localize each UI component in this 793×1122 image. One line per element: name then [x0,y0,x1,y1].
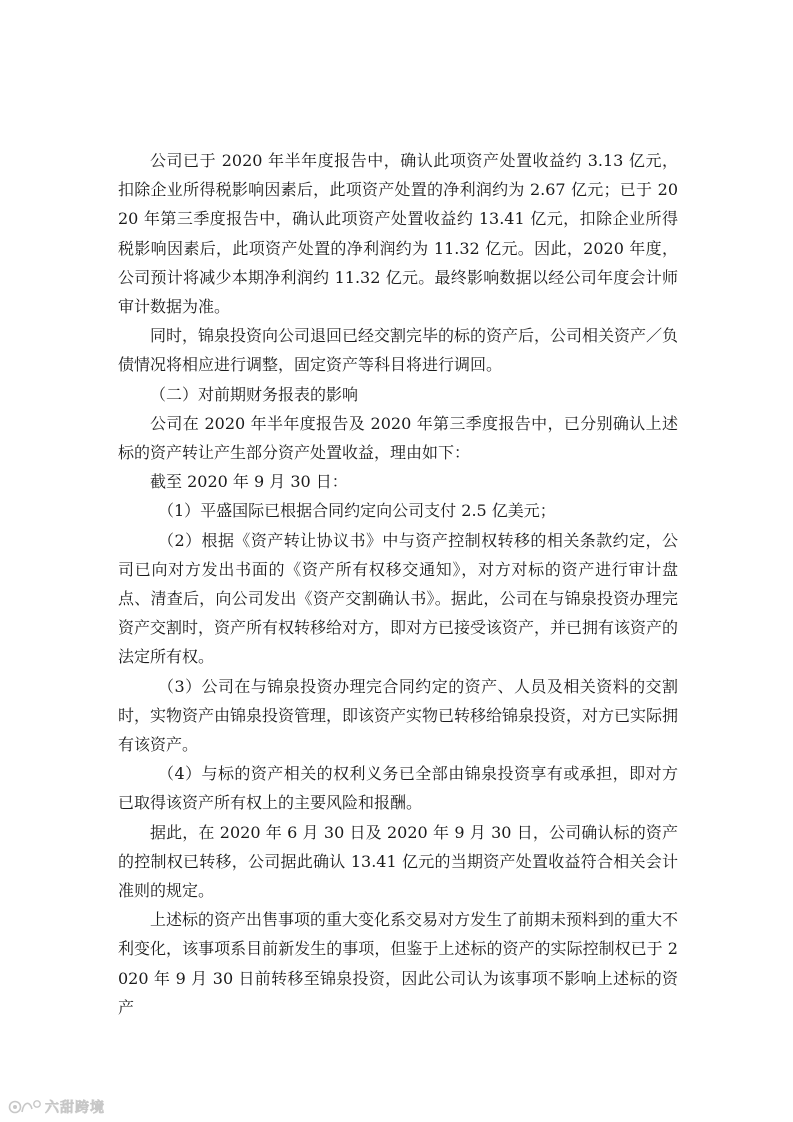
paragraph-control-transfer: 据此，在 2020 年 6 月 30 日及 2020 年 9 月 30 日，公司确认标的资产的控制权已转移，公司据此确认 13.41 亿元的当期资产处置收益符合相关会计准则的规定。 [118,822,678,901]
list-item-4: （4）与标的资产相关的权利义务已全部由锦泉投资享有或承担，即对方已取得该资产所有权上的主要风险和报酬。 [118,764,678,813]
document-body [118,146,678,1022]
paragraph-as-of-date: 截至 2020 年 9 月 30 日： [150,472,348,492]
watermark [8,1096,105,1118]
list-item-3: （3）公司在与锦泉投资办理完合同约定的资产、人员及相关资料的交割时，实物资产由锦泉投资管理，即该资产实物已转移给锦泉投资，对方已实际拥有该资产。 [118,676,679,755]
list-item-1: （1）平盛国际已根据合同约定向公司支付 2.5 亿美元； [158,501,556,521]
paragraph-material-change: 上述标的资产出售事项的重大变化系交易对方发生了前期未预料到的重大不利变化，该事项系目前新发生的事项，但鉴于上述标的资产的实际控制权已于 2020 年 9 月 30 日前转移至锦泉投资，因此公司认为该事项不影响上述标的资产 [118,910,679,1017]
paragraph-asset-adjustment: 同时，锦泉投资向公司退回已经交割完毕的标的资产后，公司相关资产／负债情况将相应进行调整，固定资产等科目将进行调回。 [118,326,679,375]
list-item-2: （2）根据《资产转让协议书》中与资产控制权转移的相关条款约定，公司已向对方发出书面的《资产所有权移交通知》，对方对标的资产进行审计盘点、清查后，向公司发出《资产交割确认书》。据此，公司在与锦泉投资办理完资产交割时，资产所有权转移给对方，即对方已接受该资产，并已拥有该资产的法定所有权。 [118,530,679,667]
section-heading-prior-period: （二）对前期财务报表的影响 [150,384,359,404]
watermark-logo-icon [8,1097,42,1117]
watermark-text: 六甜跨境 [45,1100,105,1116]
paragraph-profit-impact: 公司已于 2020 年半年度报告中，确认此项资产处置收益约 3.13 亿元，扣除企业所得税影响因素后，此项资产处置的净利润约为 2.67 亿元；已于 2020 年第三季度报告中，确认此项资产处置收益约 13.41 亿元，扣除企业所得税影响因素后，此项资产处置的净利润约为 11.32 亿元。因此，2020 年度，公司预计将减少本期净利润约 11.32 亿元。最终影响数据以经公司年度会计师审计数据为准。 [118,151,678,317]
paragraph-prior-reports: 公司在 2020 年半年度报告及 2020 年第三季度报告中，已分别确认上述标的资产转让产生部分资产处置收益，理由如下： [118,413,678,463]
